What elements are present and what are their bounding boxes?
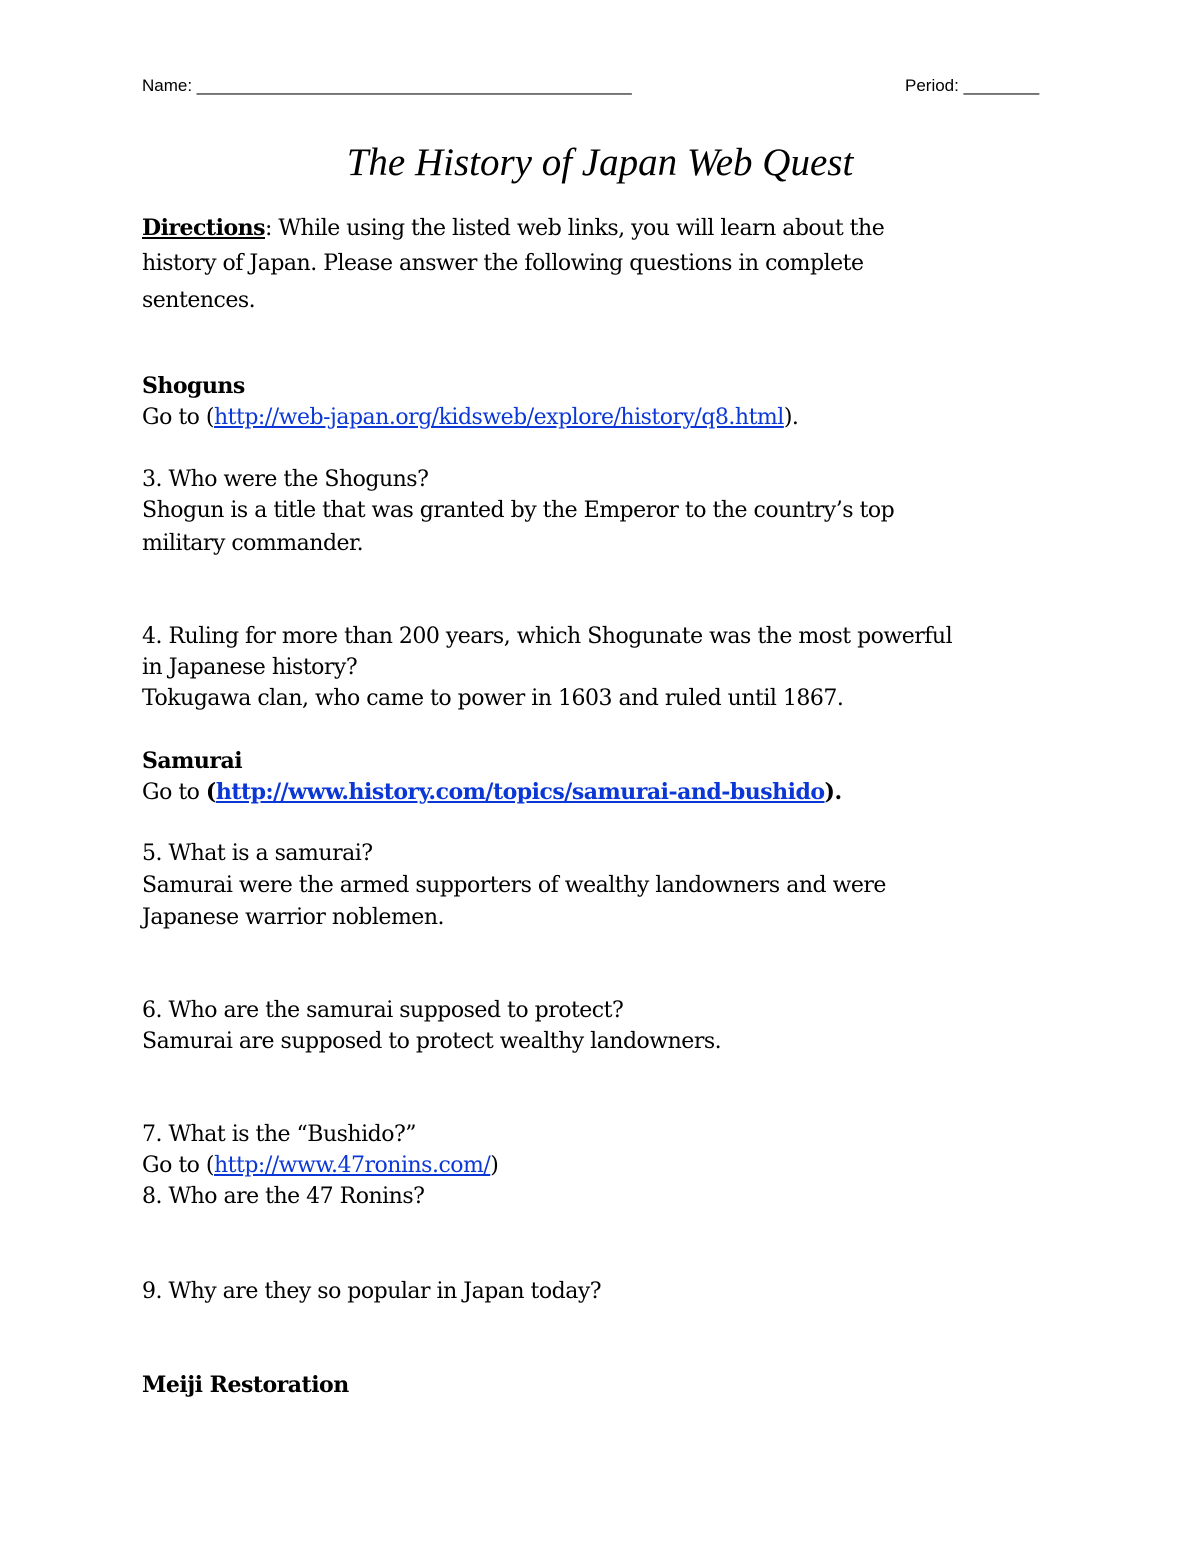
period-label: Period: — [905, 76, 964, 95]
samurai-link[interactable]: http://www.history.com/topics/samurai-and-bushido — [215, 779, 825, 805]
samurai-heading: Samurai — [142, 748, 243, 774]
shoguns-goto — [142, 405, 798, 431]
shoguns-goto-suffix: ). — [783, 405, 799, 430]
answer-6: Samurai are supposed to protect wealthy landowners. — [142, 1029, 722, 1054]
name-blank[interactable]: ______________________________________________ — [196, 76, 632, 95]
question-8: 8. Who are the 47 Ronins? — [142, 1184, 425, 1209]
answer-3-line-1: Shogun is a title that was granted by the Emperor to the country’s top — [142, 498, 895, 523]
samurai-goto-suffix: ). — [824, 779, 842, 805]
ronins-goto-suffix: ) — [490, 1153, 499, 1178]
directions-line-1 — [142, 215, 884, 242]
directions-label: Directions — [142, 215, 265, 241]
shoguns-link[interactable]: http://web-japan.org/kidsweb/explore/history/q8.html — [213, 405, 784, 430]
directions-text-1: While using the listed web links, you will learn about the — [271, 216, 885, 241]
samurai-goto — [142, 779, 842, 806]
directions-line-2: history of Japan. Please answer the following questions in complete — [142, 251, 864, 276]
question-3: 3. Who were the Shoguns? — [142, 467, 429, 492]
shoguns-heading: Shoguns — [142, 373, 245, 399]
ronins-link[interactable]: http://www.47ronins.com/ — [213, 1153, 491, 1178]
page-title: The History of Japan Web Quest — [346, 141, 854, 184]
period-field — [905, 76, 1039, 96]
answer-4: Tokugawa clan, who came to power in 1603 and ruled until 1867. — [142, 686, 844, 711]
answer-5-line-1: Samurai were the armed supporters of wealthy landowners and were — [142, 873, 886, 898]
samurai-goto-paren: ( — [205, 779, 216, 805]
shoguns-goto-prefix: Go to ( — [142, 405, 214, 430]
question-4-line-2: in Japanese history? — [142, 655, 358, 680]
question-6: 6. Who are the samurai supposed to protect? — [142, 998, 624, 1023]
name-label: Name: — [142, 76, 197, 95]
question-9: 9. Why are they so popular in Japan today? — [142, 1279, 602, 1304]
directions-colon: : — [265, 216, 272, 241]
question-4-line-1: 4. Ruling for more than 200 years, which Shogunate was the most powerful — [142, 624, 953, 649]
question-7: 7. What is the “Bushido?” — [142, 1122, 417, 1147]
answer-5-line-2: Japanese warrior noblemen. — [142, 905, 444, 930]
meiji-heading: Meiji Restoration — [142, 1372, 349, 1398]
question-5: 5. What is a samurai? — [142, 841, 373, 866]
answer-3-line-2: military commander. — [142, 531, 364, 556]
ronins-goto-prefix: Go to ( — [142, 1153, 214, 1178]
samurai-goto-prefix: Go to — [142, 780, 206, 805]
period-blank[interactable]: ________ — [963, 76, 1040, 95]
ronins-goto — [142, 1153, 498, 1179]
name-field — [142, 76, 632, 96]
directions-line-3: sentences. — [142, 288, 256, 313]
